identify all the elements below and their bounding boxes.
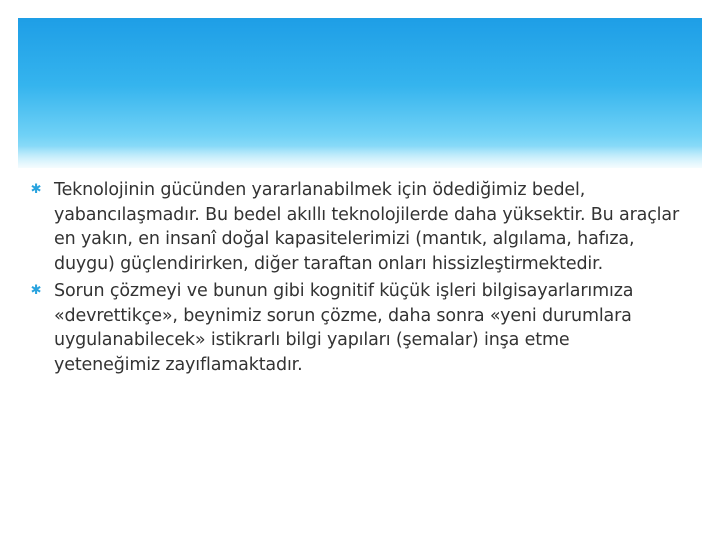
bullet-text: Teknolojinin gücünden yararlanabilmek için ödediğimiz bedel, yabancılaşmadır. Bu bedel akıllı teknolojilerde daha yüksektir. Bu araçlar en yakın, en insanî doğal kapasitelerimizi (mantık, algılama, hafıza, duygu) güçlendirirken, diğer taraftan onları hissizleştirmektedir. [54,180,680,274]
asterisk-bullet-icon: ✱ [30,182,42,197]
bullet-item [30,279,680,377]
bullet-list [30,178,680,380]
bullet-text: Sorun çözmeyi ve bunun gibi kognitif küçük işleri bilgisayarlarımıza «devrettikçe», beynimiz sorun çözme, daha sonra «yeni durumlara uygulanabilecek» istikrarlı bilgi yapıları (şemalar) inşa etme yeteneğimiz zayıflamaktadır. [54,281,634,375]
bullet-item [30,178,680,276]
header-gradient-band [18,18,702,168]
asterisk-bullet-icon: ✱ [30,283,42,298]
